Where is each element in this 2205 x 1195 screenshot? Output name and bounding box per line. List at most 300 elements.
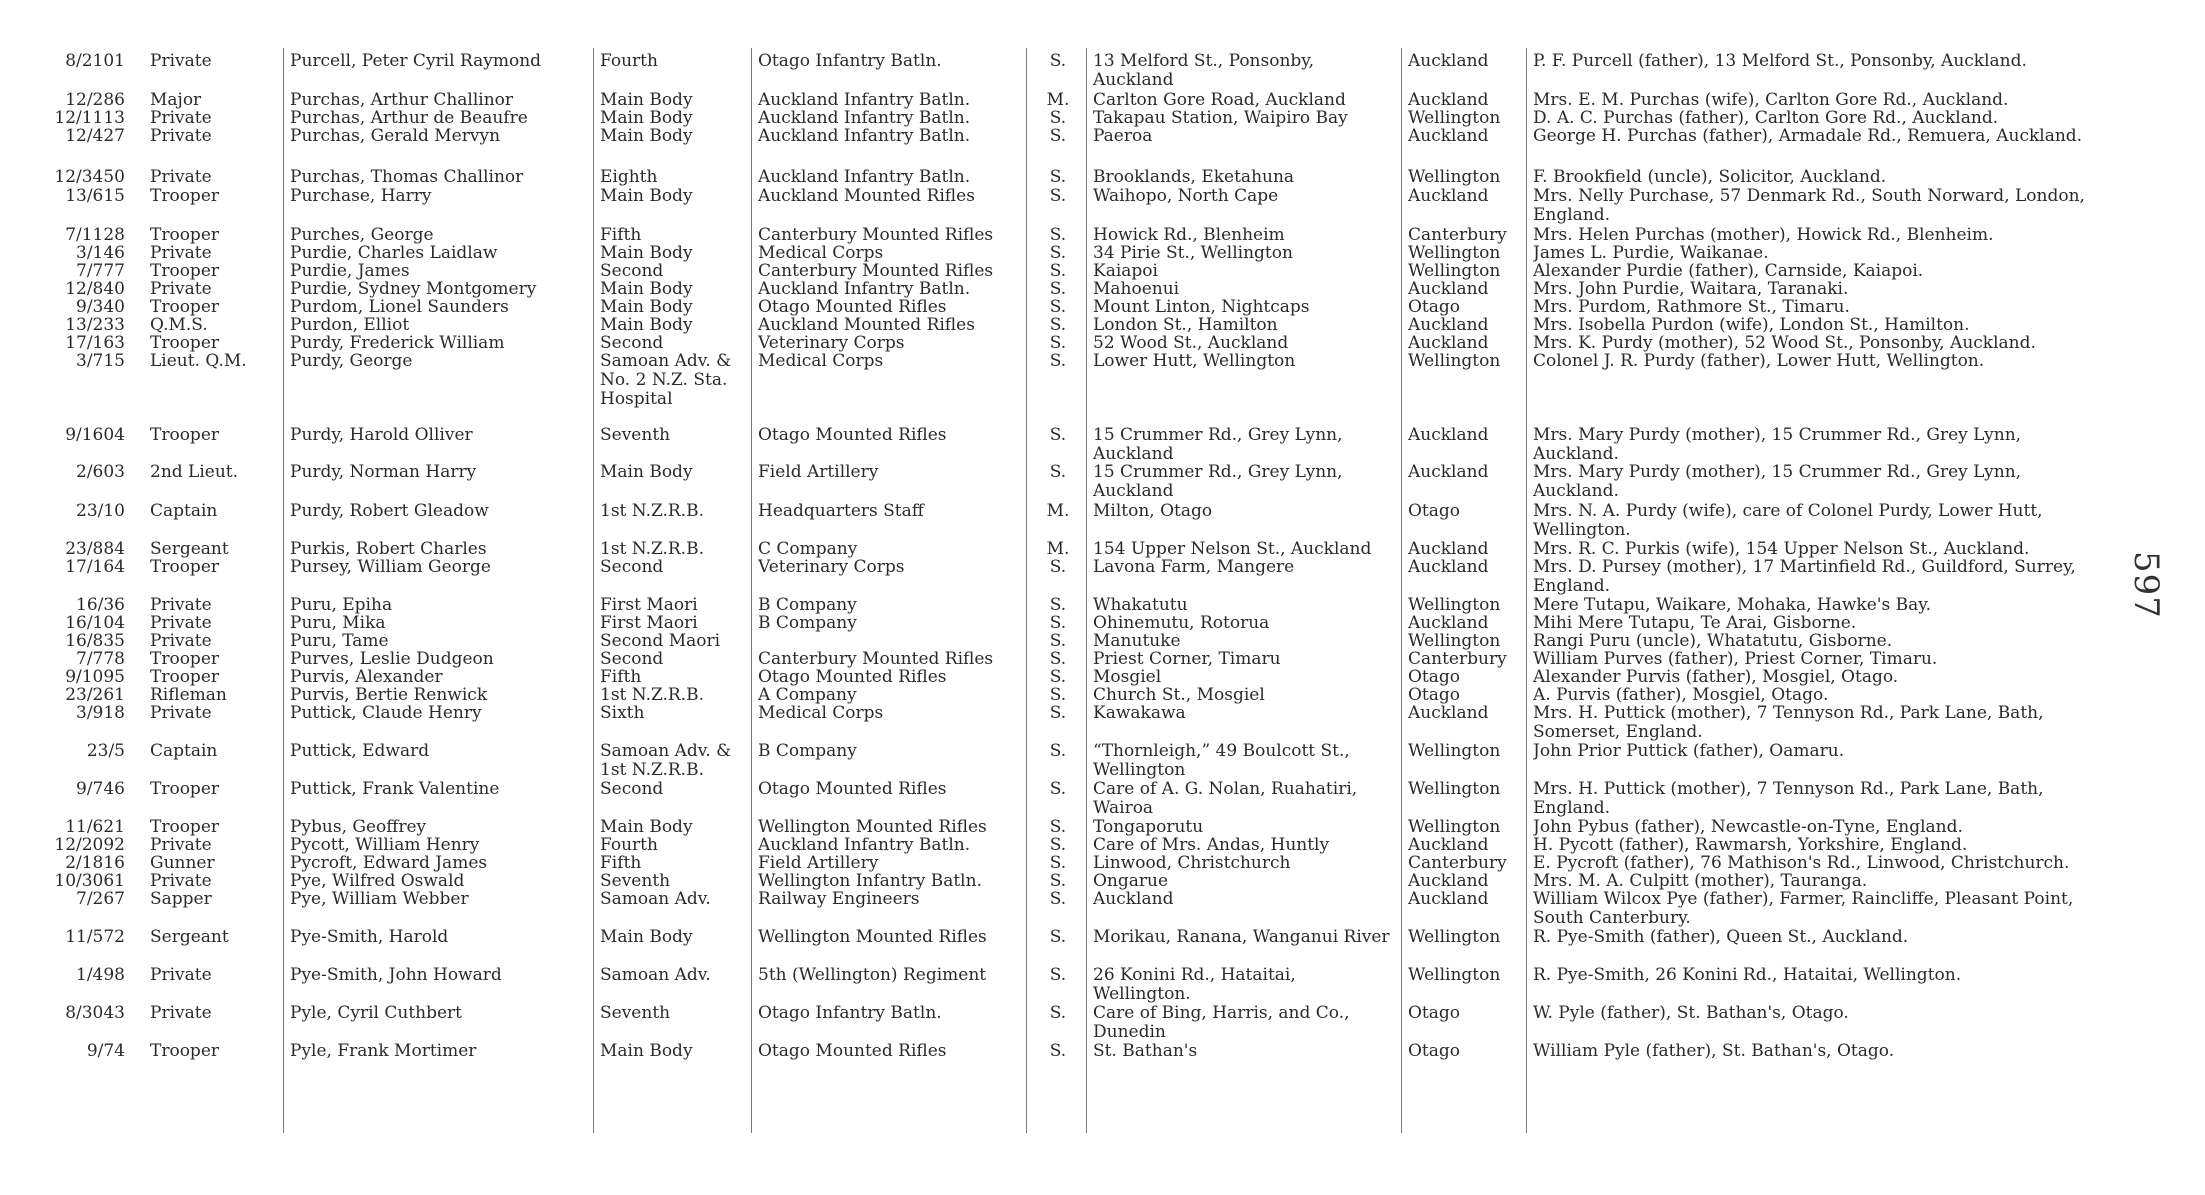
last-address-cell: 15 Crummer Rd., Grey Lynn, Auckland <box>1093 462 1343 501</box>
district-cell: Auckland <box>1408 890 1489 909</box>
battalion-cell: Otago Mounted Rifles <box>758 780 947 799</box>
district-cell: Auckland <box>1408 187 1489 206</box>
battalion-cell: Railway Engineers <box>758 890 920 909</box>
rank-cell: Private <box>150 127 212 146</box>
draft-unit-cell: 1st N.Z.R.B. <box>600 502 704 521</box>
marital-status-cell: S. <box>1049 109 1067 128</box>
soldier-name-cell: Purdy, Norman Harry <box>290 463 477 482</box>
next-of-kin-cell: E. Pycroft (father), 76 Mathison's Rd., Linwood, Christchurch. <box>1533 854 2070 873</box>
draft-unit-cell: Main Body <box>600 109 693 128</box>
service-number-cell: 12/286 <box>65 91 125 110</box>
table-row <box>0 889 2205 928</box>
next-of-kin-cell: R. Pye-Smith (father), Queen St., Auckland. <box>1533 928 1909 947</box>
soldier-name-cell: Purdy, Harold Olliver <box>290 426 473 445</box>
rank-cell: Private <box>150 614 212 633</box>
draft-unit-cell: Second Maori <box>600 632 721 651</box>
rank-cell: Trooper <box>150 298 220 317</box>
last-address-cell: Kaiapoi <box>1093 262 1158 281</box>
last-address-cell: Lavona Farm, Mangere <box>1093 558 1295 577</box>
battalion-cell: Auckland Mounted Rifles <box>758 187 975 206</box>
next-of-kin-cell: Mrs. H. Puttick (mother), 7 Tennyson Rd., Park Lane, Bath, Somerset, England. <box>1533 703 2044 742</box>
marital-status-cell: S. <box>1049 928 1067 947</box>
district-cell: Otago <box>1408 298 1461 317</box>
draft-unit-cell: Samoan Adv. <box>600 890 711 909</box>
battalion-cell: Canterbury Mounted Rifles <box>758 226 994 245</box>
draft-unit-cell: Sixth <box>600 704 645 723</box>
marital-status-cell: S. <box>1049 614 1067 633</box>
battalion-cell: Otago Mounted Rifles <box>758 1042 947 1061</box>
battalion-cell: Otago Mounted Rifles <box>758 668 947 687</box>
district-cell: Canterbury <box>1408 226 1507 245</box>
service-number-cell: 7/777 <box>76 262 125 281</box>
district-cell: Otago <box>1408 1042 1461 1061</box>
battalion-cell: Medical Corps <box>758 352 884 371</box>
marital-status-cell: S. <box>1049 742 1067 761</box>
soldier-name-cell: Pycroft, Edward James <box>290 854 488 873</box>
last-address-cell: Carlton Gore Road, Auckland <box>1093 91 1346 110</box>
battalion-cell: Canterbury Mounted Rifles <box>758 650 994 669</box>
last-address-cell: London St., Hamilton <box>1093 316 1278 335</box>
draft-unit-cell: Samoan Adv. & No. 2 N.Z. Sta. Hospital <box>600 351 732 409</box>
next-of-kin-cell: Colonel J. R. Purdy (father), Lower Hutt, Wellington. <box>1533 352 1985 371</box>
table-row <box>0 703 2205 742</box>
next-of-kin-cell: P. F. Purcell (father), 13 Melford St., Ponsonby, Auckland. <box>1533 52 2027 71</box>
marital-status-cell: S. <box>1049 1004 1067 1023</box>
soldier-name-cell: Puru, Tame <box>290 632 389 651</box>
next-of-kin-cell: Mrs. M. A. Culpitt (mother), Tauranga. <box>1533 872 1868 891</box>
soldier-name-cell: Purchas, Gerald Mervyn <box>290 127 501 146</box>
rank-cell: Trooper <box>150 334 220 353</box>
draft-unit-cell: Main Body <box>600 1042 693 1061</box>
battalion-cell: Auckland Infantry Batln. <box>758 836 971 855</box>
battalion-cell: B Company <box>758 596 857 615</box>
last-address-cell: Care of Mrs. Andas, Huntly <box>1093 836 1330 855</box>
draft-unit-cell: Main Body <box>600 244 693 263</box>
district-cell: Auckland <box>1408 426 1489 445</box>
draft-unit-cell: Main Body <box>600 316 693 335</box>
last-address-cell: Takapau Station, Waipiro Bay <box>1093 109 1348 128</box>
marital-status-cell: S. <box>1049 316 1067 335</box>
table-row <box>0 127 2205 149</box>
marital-status-cell: S. <box>1049 780 1067 799</box>
rank-cell: Sergeant <box>150 928 229 947</box>
soldier-name-cell: Pye, William Webber <box>290 890 469 909</box>
battalion-cell: Field Artillery <box>758 463 879 482</box>
rank-cell: Gunner <box>150 854 215 873</box>
battalion-cell: Auckland Mounted Rifles <box>758 316 975 335</box>
soldier-name-cell: Pye-Smith, John Howard <box>290 966 502 985</box>
rank-cell: Private <box>150 596 212 615</box>
service-number-cell: 1/498 <box>76 966 125 985</box>
district-cell: Wellington <box>1408 928 1501 947</box>
draft-unit-cell: Fifth <box>600 668 642 687</box>
soldier-name-cell: Pye-Smith, Harold <box>290 928 449 947</box>
soldier-name-cell: Purdie, Charles Laidlaw <box>290 244 498 263</box>
service-number-cell: 11/572 <box>65 928 125 947</box>
service-number-cell: 12/427 <box>65 127 125 146</box>
rank-cell: Private <box>150 244 212 263</box>
service-number-cell: 9/1095 <box>65 668 125 687</box>
service-number-cell: 17/164 <box>65 558 125 577</box>
soldier-name-cell: Purchas, Arthur Challinor <box>290 91 514 110</box>
last-address-cell: 154 Upper Nelson St., Auckland <box>1093 540 1372 559</box>
draft-unit-cell: Main Body <box>600 818 693 837</box>
district-cell: Auckland <box>1408 872 1489 891</box>
draft-unit-cell: Second <box>600 558 664 577</box>
last-address-cell: Mount Linton, Nightcaps <box>1093 298 1310 317</box>
service-number-cell: 2/603 <box>76 463 125 482</box>
battalion-cell: Medical Corps <box>758 244 884 263</box>
next-of-kin-cell: Mrs. Purdom, Rathmore St., Timaru. <box>1533 298 1850 317</box>
next-of-kin-cell: Alexander Purdie (father), Carnside, Kaiapoi. <box>1533 262 1924 281</box>
soldier-name-cell: Purches, George <box>290 226 434 245</box>
service-number-cell: 23/5 <box>86 742 125 761</box>
battalion-cell: Otago Mounted Rifles <box>758 426 947 445</box>
rank-cell: Private <box>150 1004 212 1023</box>
service-number-cell: 12/3450 <box>54 168 125 187</box>
soldier-name-cell: Pyle, Frank Mortimer <box>290 1042 477 1061</box>
marital-status-cell: S. <box>1049 226 1067 245</box>
service-number-cell: 13/233 <box>65 316 125 335</box>
table-row <box>0 186 2205 225</box>
rank-cell: Private <box>150 704 212 723</box>
district-cell: Auckland <box>1408 316 1489 335</box>
district-cell: Wellington <box>1408 352 1501 371</box>
last-address-cell: Morikau, Ranana, Wanganui River <box>1093 927 1390 947</box>
last-address-cell: Mahoenui <box>1093 280 1180 299</box>
marital-status-cell: S. <box>1049 187 1067 206</box>
next-of-kin-cell: A. Purvis (father), Mosgiel, Otago. <box>1533 686 1829 705</box>
rank-cell: Trooper <box>150 226 220 245</box>
rank-cell: Trooper <box>150 1042 220 1061</box>
rank-cell: Captain <box>150 502 218 521</box>
marital-status-cell: S. <box>1049 426 1067 445</box>
soldier-name-cell: Purvis, Bertie Renwick <box>290 686 488 705</box>
soldier-name-cell: Puru, Mika <box>290 614 386 633</box>
next-of-kin-cell: George H. Purchas (father), Armadale Rd., Remuera, Auckland. <box>1533 126 2083 146</box>
district-cell: Wellington <box>1408 168 1501 187</box>
next-of-kin-cell: Mrs. N. A. Purdy (wife), care of Colonel Purdy, Lower Hutt, Wellington. <box>1533 501 2043 540</box>
draft-unit-cell: Eighth <box>600 168 658 187</box>
rank-cell: Private <box>150 109 212 128</box>
marital-status-cell: S. <box>1049 650 1067 669</box>
service-number-cell: 7/267 <box>76 890 125 909</box>
last-address-cell: 13 Melford St., Ponsonby, Auckland <box>1093 51 1315 90</box>
marital-status-cell: S. <box>1049 1042 1067 1061</box>
marital-status-cell: S. <box>1049 854 1067 873</box>
next-of-kin-cell: Mrs. Nelly Purchase, 57 Denmark Rd., South Norward, London, England. <box>1533 186 2085 225</box>
rank-cell: Trooper <box>150 668 220 687</box>
next-of-kin-cell: Mrs. H. Puttick (mother), 7 Tennyson Rd., Park Lane, Bath, England. <box>1533 779 2044 818</box>
district-cell: Wellington <box>1408 596 1501 615</box>
next-of-kin-cell: Rangi Puru (uncle), Whatatutu, Gisborne. <box>1533 632 1893 651</box>
service-number-cell: 8/3043 <box>65 1004 125 1023</box>
draft-unit-cell: First Maori <box>600 596 698 615</box>
draft-unit-cell: Second <box>600 650 664 669</box>
service-number-cell: 7/1128 <box>65 226 125 245</box>
soldier-name-cell: Puttick, Edward <box>290 742 430 761</box>
last-address-cell: Whakatutu <box>1093 596 1188 615</box>
district-cell: Auckland <box>1408 91 1489 110</box>
draft-unit-cell: Fourth <box>600 836 658 855</box>
rank-cell: 2nd Lieut. <box>150 463 239 482</box>
marital-status-cell: S. <box>1049 334 1067 353</box>
next-of-kin-cell: H. Pycott (father), Rawmarsh, Yorkshire, England. <box>1533 836 1968 855</box>
next-of-kin-cell: William Purves (father), Priest Corner, Timaru. <box>1533 650 1938 669</box>
soldier-name-cell: Pycott, William Henry <box>290 836 480 855</box>
last-address-cell: Lower Hutt, Wellington <box>1093 352 1296 371</box>
district-cell: Auckland <box>1408 463 1489 482</box>
next-of-kin-cell: F. Brookfield (uncle), Solicitor, Auckland. <box>1533 168 1887 187</box>
rank-cell: Trooper <box>150 262 220 281</box>
table-row <box>0 1003 2205 1042</box>
soldier-name-cell: Purdy, George <box>290 352 413 371</box>
service-number-cell: 16/36 <box>76 596 125 615</box>
last-address-cell: Howick Rd., Blenheim <box>1093 226 1285 245</box>
service-number-cell: 17/163 <box>65 334 125 353</box>
battalion-cell: Veterinary Corps <box>758 558 905 577</box>
draft-unit-cell: Main Body <box>600 187 693 206</box>
service-number-cell: 3/146 <box>76 244 125 263</box>
draft-unit-cell: Samoan Adv. <box>600 966 711 985</box>
table-row <box>0 51 2205 90</box>
last-address-cell: Milton, Otago <box>1093 502 1213 521</box>
battalion-cell: Otago Mounted Rifles <box>758 298 947 317</box>
district-cell: Otago <box>1408 1004 1461 1023</box>
marital-status-cell: S. <box>1049 686 1067 705</box>
draft-unit-cell: Fifth <box>600 226 642 245</box>
marital-status-cell: S. <box>1049 280 1067 299</box>
draft-unit-cell: 1st N.Z.R.B. <box>600 540 704 559</box>
last-address-cell: 15 Crummer Rd., Grey Lynn, Auckland <box>1093 425 1343 464</box>
service-number-cell: 11/621 <box>65 818 125 837</box>
last-address-cell: Waihopo, North Cape <box>1093 187 1279 206</box>
marital-status-cell: S. <box>1049 966 1067 985</box>
rank-cell: Sergeant <box>150 540 229 559</box>
battalion-cell: Wellington Mounted Rifles <box>758 928 987 947</box>
draft-unit-cell: Fifth <box>600 854 642 873</box>
last-address-cell: Care of Bing, Harris, and Co., Dunedin <box>1093 1003 1350 1042</box>
battalion-cell: C Company <box>758 540 858 559</box>
service-number-cell: 12/2092 <box>54 836 125 855</box>
marital-status-cell: S. <box>1049 244 1067 263</box>
service-number-cell: 10/3061 <box>54 872 125 891</box>
rank-cell: Private <box>150 872 212 891</box>
soldier-name-cell: Purdy, Robert Gleadow <box>290 502 489 521</box>
last-address-cell: St. Bathan's <box>1093 1042 1198 1061</box>
battalion-cell: Auckland Infantry Batln. <box>758 127 971 146</box>
soldier-name-cell: Purchas, Thomas Challinor <box>290 168 524 187</box>
last-address-cell: Church St., Mosgiel <box>1093 686 1265 705</box>
marital-status-cell: S. <box>1049 262 1067 281</box>
table-row <box>0 741 2205 780</box>
rank-cell: Trooper <box>150 187 220 206</box>
last-address-cell: Priest Corner, Timaru <box>1093 650 1281 669</box>
district-cell: Auckland <box>1408 704 1489 723</box>
battalion-cell: Auckland Infantry Batln. <box>758 280 971 299</box>
next-of-kin-cell: James L. Purdie, Waikanae. <box>1533 244 1769 263</box>
soldier-name-cell: Purdon, Elliot <box>290 316 410 335</box>
district-cell: Wellington <box>1408 244 1501 263</box>
table-row <box>0 425 2205 464</box>
service-number-cell: 16/104 <box>65 614 125 633</box>
last-address-cell: Brooklands, Eketahuna <box>1093 168 1295 187</box>
soldier-name-cell: Purves, Leslie Dudgeon <box>290 650 494 669</box>
battalion-cell: Wellington Mounted Rifles <box>758 818 987 837</box>
district-cell: Canterbury <box>1408 854 1507 873</box>
last-address-cell: Kawakawa <box>1093 704 1186 723</box>
draft-unit-cell: Seventh <box>600 1004 671 1023</box>
district-cell: Auckland <box>1408 836 1489 855</box>
soldier-name-cell: Pyle, Cyril Cuthbert <box>290 1004 463 1023</box>
marital-status-cell: S. <box>1049 632 1067 651</box>
table-row <box>0 779 2205 818</box>
soldier-name-cell: Purkis, Robert Charles <box>290 540 487 559</box>
next-of-kin-cell: William Pyle (father), St. Bathan's, Otago. <box>1533 1042 1895 1061</box>
rank-cell: Trooper <box>150 558 220 577</box>
last-address-cell: Ohinemutu, Rotorua <box>1093 614 1270 633</box>
district-cell: Auckland <box>1408 558 1489 577</box>
district-cell: Otago <box>1408 686 1461 705</box>
draft-unit-cell: Second <box>600 334 664 353</box>
rank-cell: Trooper <box>150 426 220 445</box>
rank-cell: Private <box>150 280 212 299</box>
marital-status-cell: S. <box>1049 127 1067 146</box>
draft-unit-cell: Main Body <box>600 928 693 947</box>
marital-status-cell: S. <box>1049 463 1067 482</box>
last-address-cell: Tongaporutu <box>1093 818 1204 837</box>
service-number-cell: 9/746 <box>76 780 125 799</box>
rank-cell: Private <box>150 966 212 985</box>
next-of-kin-cell: Mere Tutapu, Waikare, Mohaka, Hawke's Bay. <box>1533 596 1931 615</box>
rank-cell: Private <box>150 632 212 651</box>
draft-unit-cell: Main Body <box>600 280 693 299</box>
draft-unit-cell: Seventh <box>600 426 671 445</box>
rank-cell: Q.M.S. <box>150 316 208 335</box>
rank-cell: Sapper <box>150 890 212 909</box>
service-number-cell: 8/2101 <box>65 52 125 71</box>
service-number-cell: 3/918 <box>76 704 125 723</box>
soldier-name-cell: Purcell, Peter Cyril Raymond <box>290 52 542 71</box>
district-cell: Auckland <box>1408 52 1489 71</box>
soldier-name-cell: Purdy, Frederick William <box>290 334 505 353</box>
battalion-cell: Auckland Infantry Batln. <box>758 91 971 110</box>
table-row <box>0 501 2205 540</box>
soldier-name-cell: Puru, Epiha <box>290 596 393 615</box>
table-row <box>0 351 2205 409</box>
draft-unit-cell: Main Body <box>600 463 693 482</box>
district-cell: Wellington <box>1408 262 1501 281</box>
battalion-cell: 5th (Wellington) Regiment <box>758 966 987 985</box>
district-cell: Auckland <box>1408 540 1489 559</box>
battalion-cell: Headquarters Staff <box>758 502 924 521</box>
next-of-kin-cell: Mrs. Isobella Purdon (wife), London St., Hamilton. <box>1533 316 1970 335</box>
next-of-kin-cell: Mrs. Mary Purdy (mother), 15 Crummer Rd., Grey Lynn, Auckland. <box>1533 462 2022 501</box>
service-number-cell: 23/10 <box>76 502 125 521</box>
district-cell: Wellington <box>1408 818 1501 837</box>
next-of-kin-cell: Mrs. R. C. Purkis (wife), 154 Upper Nelson St., Auckland. <box>1533 540 2030 559</box>
next-of-kin-cell: John Prior Puttick (father), Oamaru. <box>1533 742 1845 761</box>
battalion-cell: Otago Infantry Batln. <box>758 1004 942 1023</box>
battalion-cell: B Company <box>758 742 857 761</box>
draft-unit-cell: Main Body <box>600 127 693 146</box>
district-cell: Canterbury <box>1408 650 1507 669</box>
rank-cell: Captain <box>150 742 218 761</box>
marital-status-cell: S. <box>1049 52 1067 71</box>
rank-cell: Private <box>150 52 212 71</box>
draft-unit-cell: Fourth <box>600 52 658 71</box>
soldier-name-cell: Purchas, Arthur de Beaufre <box>290 109 528 128</box>
next-of-kin-cell: Mrs. Mary Purdy (mother), 15 Crummer Rd., Grey Lynn, Auckland. <box>1533 425 2022 464</box>
service-number-cell: 7/778 <box>76 650 125 669</box>
service-number-cell: 16/835 <box>65 632 125 651</box>
last-address-cell: “Thornleigh,” 49 Boulcott St., Wellington <box>1093 741 1350 780</box>
battalion-cell: B Company <box>758 614 857 633</box>
soldier-name-cell: Pye, Wilfred Oswald <box>290 872 465 891</box>
marital-status-cell: S. <box>1049 818 1067 837</box>
next-of-kin-cell: R. Pye-Smith, 26 Konini Rd., Hataitai, Wellington. <box>1533 966 1962 985</box>
service-number-cell: 23/884 <box>65 540 125 559</box>
table-row <box>0 965 2205 1004</box>
next-of-kin-cell: D. A. C. Purchas (father), Carlton Gore Rd., Auckland. <box>1533 109 1999 128</box>
rank-cell: Private <box>150 168 212 187</box>
last-address-cell: 34 Pirie St., Wellington <box>1093 244 1293 263</box>
draft-unit-cell: Main Body <box>600 298 693 317</box>
draft-unit-cell: 1st N.Z.R.B. <box>600 686 704 705</box>
rank-cell: Rifleman <box>150 686 227 705</box>
service-number-cell: 9/1604 <box>65 426 125 445</box>
last-address-cell: Mosgiel <box>1093 668 1162 687</box>
next-of-kin-cell: Mihi Mere Tutapu, Te Arai, Gisborne. <box>1533 614 1857 633</box>
battalion-cell: Auckland Infantry Batln. <box>758 168 971 187</box>
service-number-cell: 9/340 <box>76 298 125 317</box>
marital-status-cell: S. <box>1049 668 1067 687</box>
next-of-kin-cell: Mrs. E. M. Purchas (wife), Carlton Gore Rd., Auckland. <box>1533 91 2009 110</box>
last-address-cell: Manutuke <box>1093 632 1181 651</box>
soldier-name-cell: Purdie, Sydney Montgomery <box>290 280 537 299</box>
next-of-kin-cell: John Pybus (father), Newcastle-on-Tyne, England. <box>1533 818 1963 837</box>
draft-unit-cell: First Maori <box>600 614 698 633</box>
service-number-cell: 9/74 <box>86 1042 125 1061</box>
soldier-name-cell: Pursey, William George <box>290 558 491 577</box>
service-number-cell: 2/1816 <box>65 854 125 873</box>
service-number-cell: 13/615 <box>65 187 125 206</box>
last-address-cell: Care of A. G. Nolan, Ruahatiri, Wairoa <box>1093 779 1358 818</box>
marital-status-cell: S. <box>1049 352 1067 371</box>
rank-cell: Private <box>150 836 212 855</box>
battalion-cell: Medical Corps <box>758 704 884 723</box>
service-number-cell: 23/261 <box>65 686 125 705</box>
marital-status-cell: S. <box>1049 298 1067 317</box>
marital-status-cell: S. <box>1049 596 1067 615</box>
battalion-cell: Canterbury Mounted Rifles <box>758 262 994 281</box>
draft-unit-cell: Second <box>600 262 664 281</box>
marital-status-cell: S. <box>1049 558 1067 577</box>
battalion-cell: Field Artillery <box>758 854 879 873</box>
next-of-kin-cell: W. Pyle (father), St. Bathan's, Otago. <box>1533 1004 1849 1023</box>
table-row <box>0 462 2205 501</box>
soldier-name-cell: Puttick, Frank Valentine <box>290 780 500 799</box>
rank-cell: Major <box>150 91 202 110</box>
district-cell: Otago <box>1408 668 1461 687</box>
rank-cell: Lieut. Q.M. <box>150 352 247 371</box>
table-row <box>0 1042 2205 1064</box>
draft-unit-cell: Main Body <box>600 91 693 110</box>
district-cell: Otago <box>1408 502 1461 521</box>
service-number-cell: 3/715 <box>76 352 125 371</box>
last-address-cell: 52 Wood St., Auckland <box>1093 334 1289 353</box>
marital-status-cell: S. <box>1049 872 1067 891</box>
